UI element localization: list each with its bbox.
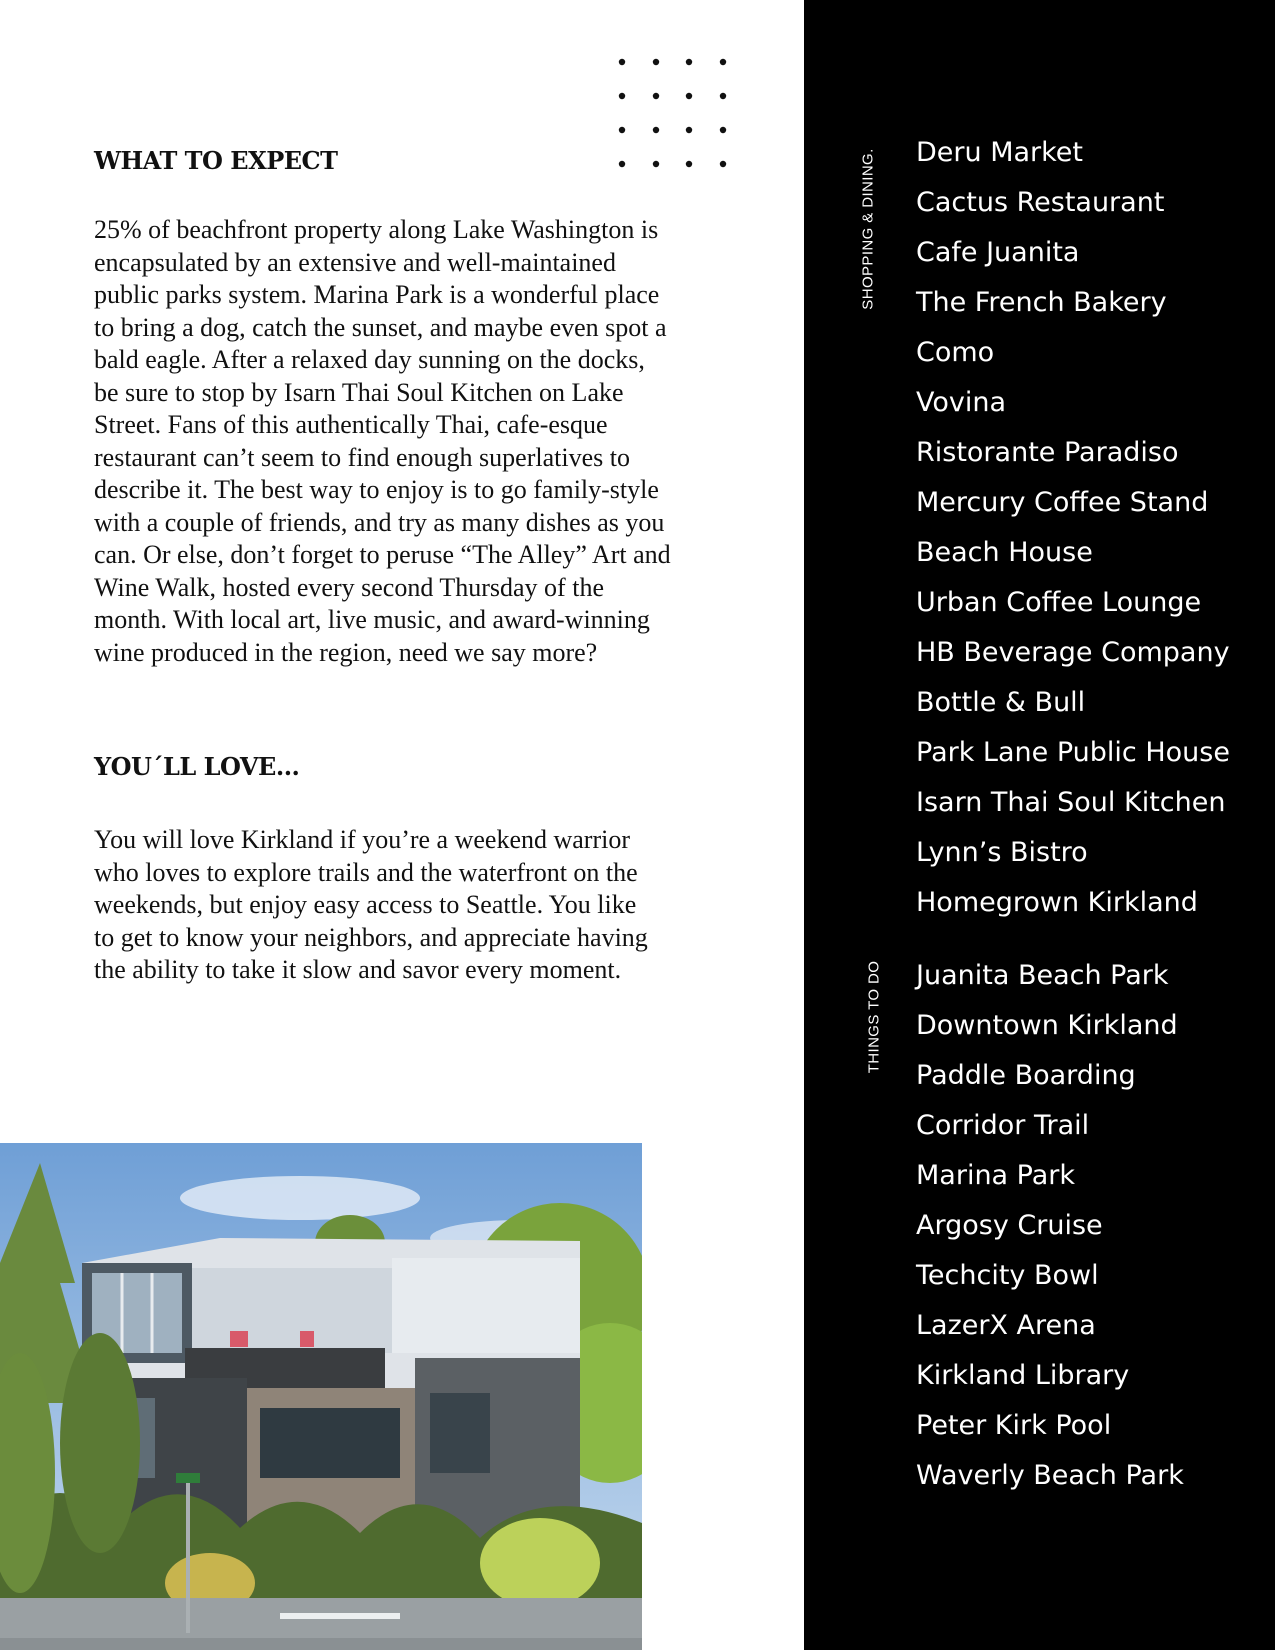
list-item: Paddle Boarding — [916, 1060, 1136, 1091]
list-item: Argosy Cruise — [916, 1210, 1103, 1241]
things-to-do-list — [916, 951, 1184, 1501]
list-item: The French Bakery — [916, 287, 1167, 318]
list-item: Cactus Restaurant — [916, 187, 1165, 218]
list-item: Como — [916, 337, 995, 368]
list-item: Homegrown Kirkland — [916, 887, 1198, 918]
house-photo — [0, 1143, 642, 1650]
shopping-dining-list — [916, 128, 1230, 928]
list-item: Juanita Beach Park — [916, 960, 1169, 991]
youll-love-heading: YOU´LL LOVE... — [94, 752, 300, 781]
list-item: Cafe Juanita — [916, 237, 1080, 268]
list-item: LazerX Arena — [916, 1310, 1096, 1341]
things-to-do-label: THINGS TO DO — [865, 960, 883, 1074]
list-item: Park Lane Public House — [916, 737, 1230, 768]
list-item: Vovina — [916, 387, 1007, 418]
list-item: HB Beverage Company — [916, 637, 1230, 668]
list-item: Peter Kirk Pool — [916, 1410, 1112, 1441]
list-item: Marina Park — [916, 1160, 1076, 1191]
shopping-dining-label: SHOPPING & DINING. — [859, 148, 877, 310]
list-item: Downtown Kirkland — [916, 1010, 1178, 1041]
list-item: Bottle & Bull — [916, 687, 1086, 718]
what-to-expect-heading: WHAT TO EXPECT — [94, 146, 338, 175]
list-item: Mercury Coffee Stand — [916, 487, 1209, 518]
list-item: Techcity Bowl — [916, 1260, 1099, 1291]
decorative-dot-grid — [616, 55, 736, 171]
list-item: Isarn Thai Soul Kitchen — [916, 787, 1226, 818]
list-item: Urban Coffee Lounge — [916, 587, 1202, 618]
list-item: Beach House — [916, 537, 1093, 568]
list-item: Deru Market — [916, 137, 1084, 168]
list-item: Waverly Beach Park — [916, 1460, 1184, 1491]
list-item: Ristorante Paradiso — [916, 437, 1179, 468]
list-item: Corridor Trail — [916, 1110, 1090, 1141]
youll-love-body: You will love Kirkland if you’re a weekend warrior who loves to explore trails and the waterfront on the weekends, but enjoy easy access to Seattle. You like to get to know your neighbors, and appreciate having the ability to take it slow and savor every moment. — [94, 825, 648, 984]
what-to-expect-body: 25% of beachfront property along Lake Washington is encapsulated by an extensive and well-maintained public parks system. Marina Park is a wonderful place to bring a dog, catch the sunset, and maybe even spot a bald eagle. After a relaxed day sunning on the docks, be sure to stop by Isarn Thai Soul Kitchen on Lake Street. Fans of this authentically Thai, cafe-esque restaurant can’t seem to find enough superlatives to describe it. The best way to enjoy is to go family-style with a couple of friends, and try as many dishes as you can. Or else, don’t forget to peruse “The Alley” Art and Wine Walk, hosted every second Thursday of the month. With local art, live music, and award-winning wine produced in the region, need we say more? — [94, 215, 671, 667]
list-item: Lynn’s Bistro — [916, 837, 1088, 868]
list-item: Kirkland Library — [916, 1360, 1130, 1391]
